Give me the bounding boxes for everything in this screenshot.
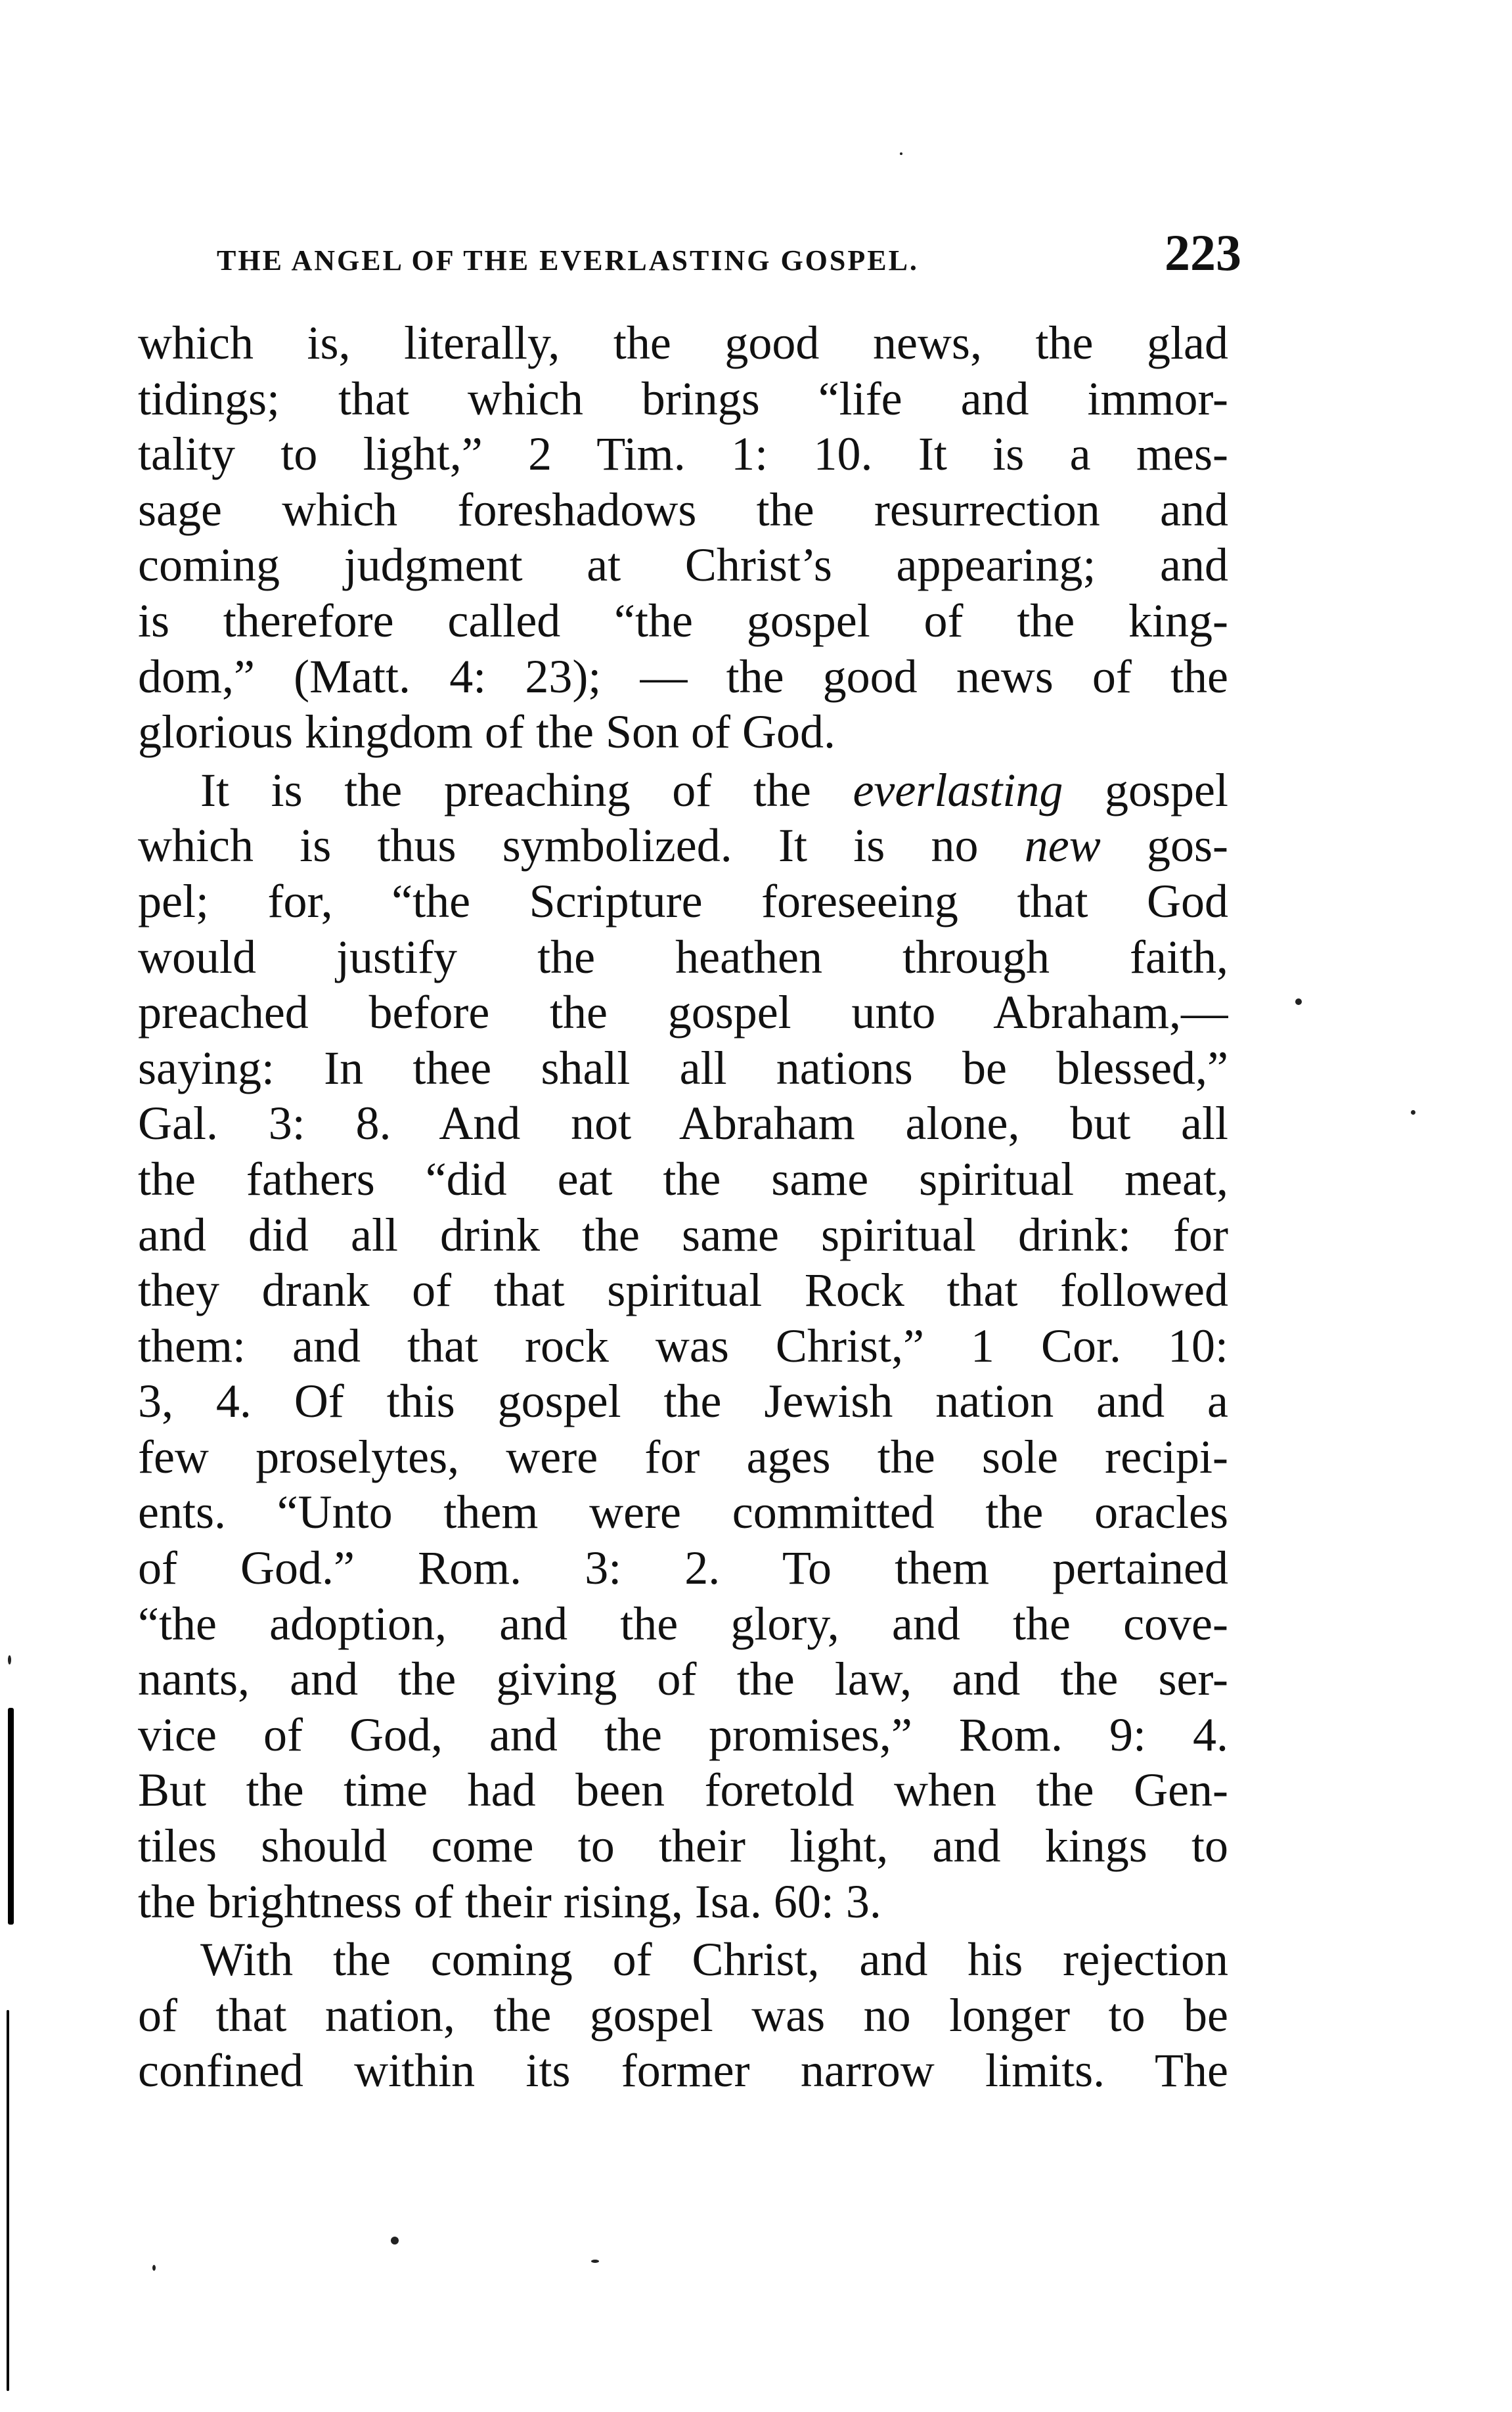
text-line: pel; for, “the Scripture foreseeing that God <box>138 874 1228 927</box>
text-line: tidings; that which brings “life and immor- <box>138 372 1228 425</box>
text-line: tality to light,” 2 Tim. 1: 10. It is a mes- <box>138 428 1228 481</box>
scan-speck <box>8 1655 11 1664</box>
page-number: 223 <box>1165 224 1241 281</box>
text-line: they drank of that spiritual Rock that followed <box>138 1264 1228 1317</box>
text-line: 3, 4. Of this gospel the Jewish nation and a <box>138 1375 1228 1428</box>
scan-speck <box>1411 1110 1415 1115</box>
text-line: saying: In thee shall all nations be blessed,” <box>138 1041 1228 1094</box>
scan-speck <box>391 2237 399 2244</box>
text-line: the fathers “did eat the same spiritual meat, <box>138 1152 1228 1205</box>
text-line: “the adoption, and the glory, and the cove- <box>138 1597 1228 1650</box>
text-line: few proselytes, were for ages the sole recipi- <box>138 1430 1228 1483</box>
binding-mark <box>7 2010 9 2391</box>
scan-speck <box>1295 998 1302 1005</box>
text-line: It is the preaching of the everlasting gospel <box>200 763 1228 816</box>
body-text <box>138 315 1228 2099</box>
text-line: the brightness of their rising, Isa. 60: 3. <box>138 1875 881 1928</box>
binding-mark <box>8 1708 14 1925</box>
text-line: which is, literally, the good news, the glad <box>138 317 1228 369</box>
text-line: vice of God, and the promises,” Rom. 9: 4. <box>138 1708 1228 1761</box>
text-line: sage which foreshadows the resurrection and <box>138 483 1228 536</box>
text-line: dom,” (Matt. 4: 23); — the good news of the <box>138 650 1228 703</box>
scan-speck <box>900 152 902 155</box>
text-line: ents. “Unto them were committed the oracles <box>138 1486 1228 1539</box>
text-line: them: and that rock was Christ,” 1 Cor. 10: <box>138 1319 1228 1372</box>
text-line: glorious kingdom of the Son of God. <box>138 705 835 759</box>
text-line: which is thus symbolized. It is no new gos- <box>138 819 1228 872</box>
text-line: Gal. 3: 8. And not Abraham alone, but all <box>138 1097 1228 1150</box>
running-title: THE ANGEL OF THE EVERLASTING GOSPEL. <box>217 244 919 277</box>
text-line: confined within its former narrow limits. The <box>138 2044 1228 2097</box>
text-line: is therefore called “the gospel of the king- <box>138 594 1228 647</box>
text-line: coming judgment at Christ’s appearing; and <box>138 539 1228 592</box>
text-line: preached before the gospel unto Abraham,— <box>138 986 1228 1039</box>
text-line: But the time had been foretold when the Gen- <box>138 1764 1228 1817</box>
scan-speck <box>152 2265 156 2271</box>
text-line: would justify the heathen through faith, <box>138 930 1228 983</box>
text-line: tiles should come to their light, and kings to <box>138 1820 1228 1873</box>
text-line: With the coming of Christ, and his rejection <box>200 1933 1228 1986</box>
text-line: of God.” Rom. 3: 2. To them pertained <box>138 1542 1228 1595</box>
running-head <box>217 223 1241 282</box>
text-line: and did all drink the same spiritual drink: for <box>138 1208 1228 1261</box>
text-line: of that nation, the gospel was no longer to be <box>138 1988 1228 2042</box>
emphasis: new <box>1024 819 1101 872</box>
text-line: nants, and the giving of the law, and the ser- <box>138 1653 1228 1706</box>
scan-speck <box>591 2260 599 2263</box>
emphasis: everlasting <box>853 763 1063 816</box>
